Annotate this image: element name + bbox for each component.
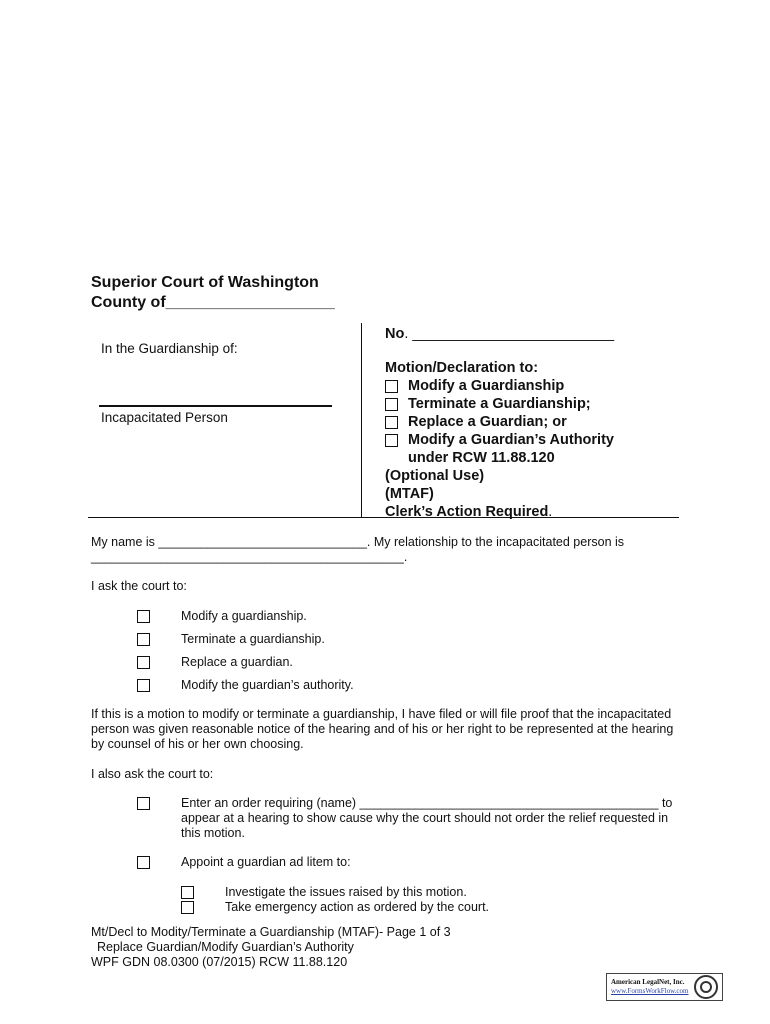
clerk-action: Clerk’s Action Required . bbox=[385, 504, 553, 520]
gal-task-checkbox[interactable] bbox=[181, 901, 194, 914]
gal-task-item: Investigate the issues raised by this motion. bbox=[181, 885, 489, 900]
case-number-field[interactable]: . _________________________ bbox=[404, 326, 615, 342]
option-modify-authority bbox=[385, 431, 614, 449]
party-name-line bbox=[99, 405, 332, 407]
option-label: Terminate a Guardianship; bbox=[408, 396, 591, 412]
relationship-line[interactable]: _____________________________________________. bbox=[91, 550, 408, 564]
also-ask-heading: I also ask the court to: bbox=[91, 767, 214, 781]
ask-court-heading: I ask the court to: bbox=[91, 579, 187, 593]
name-relationship bbox=[91, 535, 691, 565]
replace-guardian-checkbox[interactable] bbox=[385, 416, 398, 429]
case-number-row bbox=[385, 325, 614, 343]
county-line: County of___________________ bbox=[91, 294, 335, 311]
request-list bbox=[137, 609, 354, 701]
under-rcw: under RCW 11.88.120 bbox=[408, 450, 555, 466]
request-checkbox[interactable] bbox=[137, 679, 150, 692]
option-modify bbox=[385, 377, 614, 395]
request-item: Terminate a guardianship. bbox=[137, 632, 354, 655]
terminate-guardianship-checkbox[interactable] bbox=[385, 398, 398, 411]
case-number-label: No bbox=[385, 326, 405, 342]
caption-right bbox=[385, 325, 614, 521]
modify-authority-checkbox[interactable] bbox=[385, 434, 398, 447]
court-name: Superior Court of Washington bbox=[91, 274, 319, 291]
request-checkbox[interactable] bbox=[137, 633, 150, 646]
option-label: Replace a Guardian; or bbox=[408, 414, 567, 430]
form-code: (MTAF) bbox=[385, 486, 434, 502]
gal-text: Appoint a guardian ad litem to: bbox=[181, 855, 351, 869]
request-checkbox[interactable] bbox=[137, 610, 150, 623]
request-item: Modify a guardianship. bbox=[137, 609, 354, 632]
seal-icon bbox=[694, 975, 718, 999]
option-label: Modify a Guardian’s Authority bbox=[408, 432, 614, 448]
incapacitated-person-label: Incapacitated Person bbox=[101, 410, 228, 425]
optional-use: (Optional Use) bbox=[385, 468, 485, 484]
order-text: Enter an order requiring (name) ___________________________________________ to appear at a hearing to show cause why the court should not order the relief requested in this motion. bbox=[181, 796, 673, 840]
footer-line-3: WPF GDN 08.0300 (07/2015) RCW 11.88.120 bbox=[91, 955, 348, 969]
option-replace bbox=[385, 413, 614, 431]
gal-checkbox[interactable] bbox=[137, 856, 150, 869]
logo-text: American LegalNet, Inc. www.FormsWorkFlow.com bbox=[611, 978, 689, 995]
option-terminate bbox=[385, 395, 614, 413]
request-checkbox[interactable] bbox=[137, 656, 150, 669]
modify-guardianship-checkbox[interactable] bbox=[385, 380, 398, 393]
order-request bbox=[137, 796, 682, 841]
motion-title: Motion/Declaration to: bbox=[385, 360, 539, 376]
gal-tasks bbox=[181, 885, 489, 915]
gal-task-item: Take emergency action as ordered by the court. bbox=[181, 900, 489, 915]
legalnet-logo[interactable] bbox=[606, 973, 723, 1001]
form-footer bbox=[91, 925, 451, 970]
order-checkbox[interactable] bbox=[137, 797, 150, 810]
option-label: Modify a Guardianship bbox=[408, 378, 565, 394]
clerk-action-label: Clerk’s Action Required bbox=[385, 504, 549, 520]
gal-request bbox=[137, 855, 351, 870]
court-header bbox=[91, 273, 335, 313]
gal-task-checkbox[interactable] bbox=[181, 886, 194, 899]
footer-line-1: Mt/Decl to Modity/Terminate a Guardianship (MTAF)- Page 1 of 3 bbox=[91, 925, 451, 939]
notice-paragraph: If this is a motion to modify or terminate a guardianship, I have filed or will file proof that the incapacitated person was given reasonable notice of the hearing and of his or her right to be represented at the hearing by counsel of his or her own choosing. bbox=[91, 707, 674, 751]
caption-divider-vertical bbox=[361, 323, 362, 518]
request-item: Modify the guardian’s authority. bbox=[137, 678, 354, 701]
request-item: Replace a guardian. bbox=[137, 655, 354, 678]
footer-line-2: Replace Guardian/Modify Guardian’s Authority bbox=[97, 940, 354, 954]
guardianship-of-label: In the Guardianship of: bbox=[101, 341, 238, 356]
name-line[interactable]: My name is ______________________________. My relationship to the incapacitated person is bbox=[91, 535, 625, 549]
